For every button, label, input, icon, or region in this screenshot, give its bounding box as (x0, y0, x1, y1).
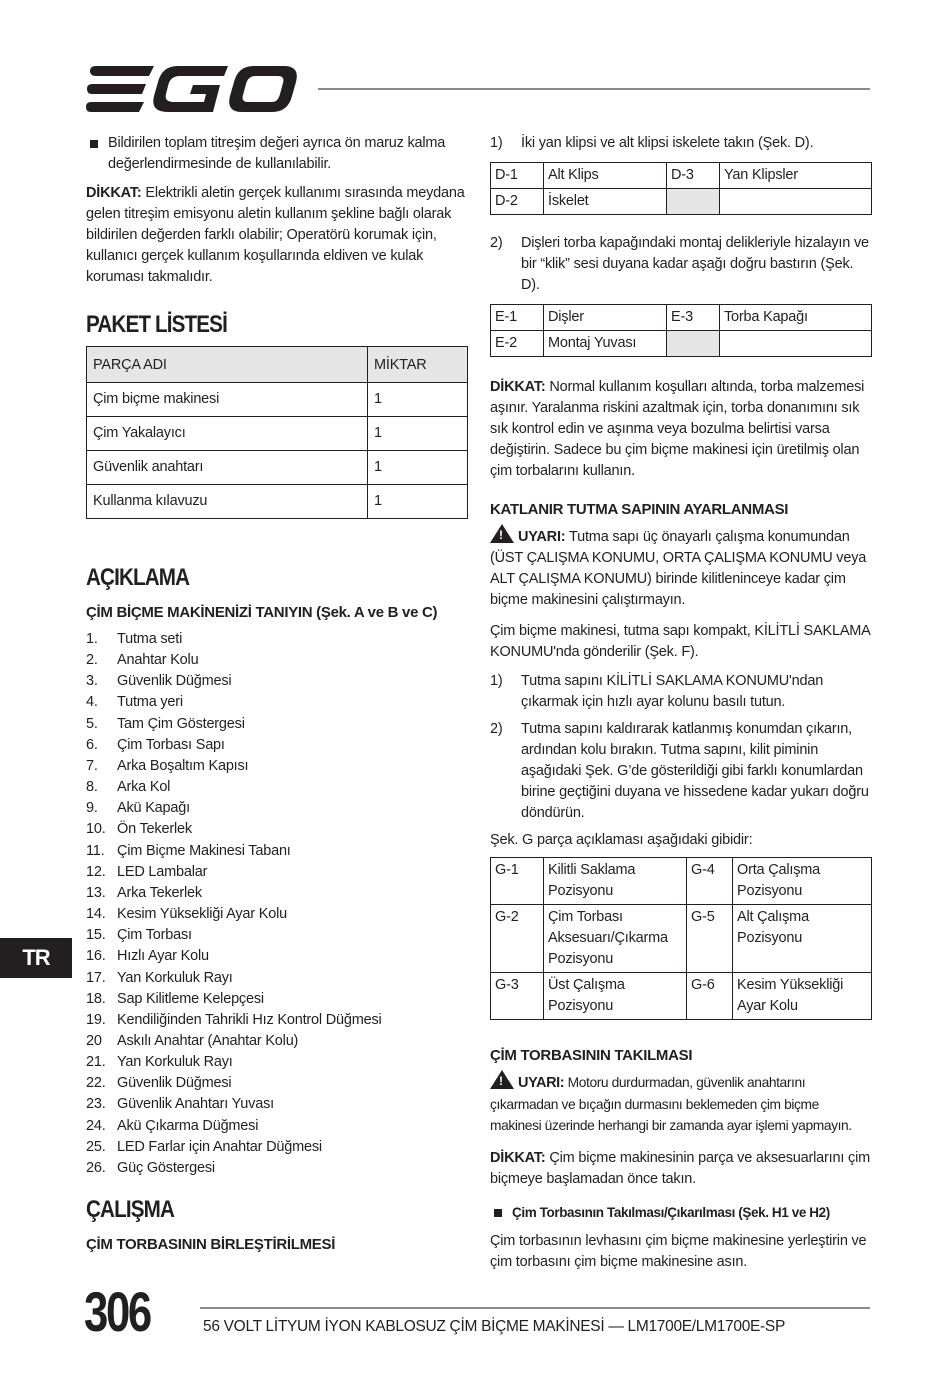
warning-paragraph (490, 524, 872, 611)
table-cell: G-6 (687, 973, 733, 1020)
parts-list-number: 2. (86, 652, 98, 669)
parts-list-number: 24. (86, 1117, 106, 1134)
parts-list-number: 13. (86, 884, 106, 901)
table-cell: Çim Torbası Aksesuarı/Çıkarma Pozisyonu (544, 905, 687, 973)
table-header-row (87, 347, 468, 383)
footer-text: 56 VOLT LİTYUM İYON KABLOSUZ ÇİM BİÇME MAKİNESİ — LM1700E/LM1700E-SP (203, 1318, 785, 1335)
table-cell-empty (720, 189, 872, 215)
column-header-part-name: PARÇA ADI (87, 347, 368, 383)
fig-g-intro: Şek. G parça açıklaması aşağıdaki gibidir: (490, 832, 753, 848)
table-cell: G-5 (687, 905, 733, 973)
parts-list-label: Akü Çıkarma Düğmesi (117, 1117, 259, 1134)
parts-list (86, 629, 468, 1179)
table-cell-empty (667, 331, 720, 357)
table-cell: D-1 (491, 163, 544, 189)
caution-paragraph (490, 377, 872, 482)
parts-list-label: Çim Torbası Sapı (117, 736, 225, 753)
parts-list-item (86, 1052, 468, 1073)
intro-bullet (86, 133, 468, 175)
table-cell-empty (720, 331, 872, 357)
parts-list-item (86, 819, 468, 840)
table-cell: İskelet (544, 189, 667, 215)
table-cell: 1 (368, 451, 468, 485)
language-tab: TR (0, 938, 72, 978)
step-number: 2) (490, 721, 503, 737)
parts-list-label: Kesim Yüksekliği Ayar Kolu (117, 906, 287, 923)
parts-list-label: Çim Torbası (117, 927, 192, 944)
parts-list-item (86, 692, 468, 713)
parts-list-item (86, 1137, 468, 1158)
caution-text: Elektrikli aletin gerçek kullanımı sırasında meydana gelen titreşim emisyonu aletin kullanım şekline bağlı olarak bildirilen değerden farklı olabilir; Operatörü korumak için, kullanıcı gerçek kullanım koşullarında eldiven ve kulak koruması takmalıdır. (86, 185, 465, 285)
handle-intro: Çim biçme makinesi, tutma sapı kompakt, KİLİTLİ SAKLAMA KONUMU'nda gönderilir (Şek. F). (490, 623, 870, 660)
table-cell: E-3 (667, 305, 720, 331)
parts-list-number: 17. (86, 969, 106, 986)
step-text: Tutma sapını KİLİTLİ SAKLAMA KONUMU'ndan çıkarmak için hızlı ayar kolunu basılı tutun. (521, 673, 824, 710)
table-row (491, 905, 872, 973)
parts-list-number: 14. (86, 906, 106, 923)
parts-list-item (86, 1031, 468, 1052)
parts-list-label: Askılı Anahtar (Anahtar Kolu) (117, 1032, 299, 1049)
caution-text: Normal kullanım koşulları altında, torba malzemesi aşınır. Yaralanma riskini azaltmak için, torba donanımını sık sık kontrol edin ve aşınma veya bozulma belirtisi varsa değiştirin. Sadece bu çim biçme makinesi için üretilmiş olan çim torbalarını kullanın. (490, 379, 865, 479)
step-number: 1) (490, 135, 503, 151)
parts-list-number: 6. (86, 736, 98, 753)
step-text: İki yan klipsi ve alt klipsi iskelete takın (Şek. D). (521, 135, 814, 151)
table-cell: Alt Çalışma Pozisyonu (733, 905, 872, 973)
parts-list-label: Arka Tekerlek (117, 884, 202, 901)
parts-list-item (86, 1158, 468, 1179)
table-row (491, 331, 872, 357)
step-number: 2) (490, 235, 503, 251)
parts-list-label: Çim Biçme Makinesi Tabanı (117, 842, 291, 859)
table-cell: Kullanma kılavuzu (87, 485, 368, 519)
packing-table (86, 346, 468, 519)
table-row (491, 163, 872, 189)
parts-list-number: 4. (86, 694, 98, 711)
parts-list-item (86, 629, 468, 650)
table-cell: 1 (368, 485, 468, 519)
parts-list-number: 5. (86, 715, 98, 732)
table-cell: Çim biçme makinesi (87, 383, 368, 417)
table-row (491, 305, 872, 331)
table-cell: G-1 (491, 858, 544, 905)
parts-list-label: LED Lambalar (117, 863, 208, 880)
right-column (490, 133, 872, 1281)
parts-list-item (86, 777, 468, 798)
know-your-mower-heading: ÇİM BİÇME MAKİNENİZİ TANIYIN (Şek. A ve B ve C) (86, 604, 438, 621)
parts-list-number: 15. (86, 927, 106, 944)
header-rule (318, 88, 870, 90)
table-cell: Üst Çalışma Pozisyonu (544, 973, 687, 1020)
parts-list-label: Güvenlik Düğmesi (117, 673, 232, 690)
table-row (87, 417, 468, 451)
table-cell: G-4 (687, 858, 733, 905)
description-heading: AÇIKLAMA (86, 564, 190, 591)
table-cell: Çim Yakalayıcı (87, 417, 368, 451)
parts-list-item (86, 841, 468, 862)
table-cell: E-2 (491, 331, 544, 357)
parts-list-label: Arka Boşaltım Kapısı (117, 757, 249, 774)
warning-triangle-icon (490, 524, 514, 543)
table-cell: Alt Klips (544, 163, 667, 189)
packing-list-heading: PAKET LİSTESİ (86, 311, 227, 338)
bullet-square-icon (90, 140, 98, 148)
intro-bullet-text: Bildirilen toplam titreşim değeri ayrıca ön maruz kalma değerlendirmesinde de kullanılabilir. (108, 135, 446, 172)
parts-list-number: 9. (86, 800, 98, 817)
caution-label: DİKKAT: (490, 1150, 546, 1166)
parts-list-number: 25. (86, 1138, 106, 1155)
warning-text: Motoru durdurmadan, güvenlik anahtarını çıkarmadan ve bıçağın durmasını beklemeden çim biçme makinesi üzerinde herhangi bir zamanda ayar işlemi yapmayın. (490, 1075, 852, 1133)
step-text: Dişleri torba kapağındaki montaj delikleriyle hizalayın ve bir “klik” sesi duyana kadar aşağı doğru bastırın (Şek. D). (521, 235, 869, 293)
table-cell: D-3 (667, 163, 720, 189)
table-cell: Kesim Yüksekliği Ayar Kolu (733, 973, 872, 1020)
parts-list-number: 11. (86, 842, 105, 859)
warning-paragraph (490, 1070, 872, 1136)
parts-list-item (86, 883, 468, 904)
footer-rule (200, 1307, 870, 1309)
step-item (490, 671, 872, 713)
parts-list-number: 20 (86, 1032, 102, 1049)
parts-list-number: 3. (86, 673, 98, 690)
parts-list-label: Yan Korkuluk Rayı (117, 1054, 233, 1071)
parts-list-label: Tutma yeri (117, 694, 183, 711)
table-row (491, 858, 872, 905)
caution-label: DİKKAT: (490, 379, 546, 395)
step-item (490, 719, 872, 824)
caution-text: Çim biçme makinesinin parça ve aksesuarlarını çim biçmeye başlamadan önce takın. (490, 1150, 870, 1187)
caution-paragraph (490, 1148, 872, 1190)
left-column (86, 133, 468, 1261)
parts-list-item (86, 1010, 468, 1031)
parts-list-item (86, 714, 468, 735)
parts-list-label: LED Farlar için Anahtar Düğmesi (117, 1138, 322, 1155)
parts-list-label: Yan Korkuluk Rayı (117, 969, 233, 986)
bag-assembly-heading: ÇİM TORBASININ BİRLEŞTİRİLMESİ (86, 1236, 336, 1254)
parts-list-label: Güç Göstergesi (117, 1159, 215, 1176)
parts-list-number: 10. (86, 821, 106, 838)
step-item (490, 233, 872, 296)
table-row (87, 451, 468, 485)
parts-list-label: Anahtar Kolu (117, 652, 199, 669)
parts-list-number: 18. (86, 990, 106, 1007)
warning-triangle-icon (490, 1070, 514, 1089)
parts-list-label: Kendiliğinden Tahrikli Hız Kontrol Düğmesi (117, 1011, 382, 1028)
parts-list-item (86, 650, 468, 671)
table-row (491, 973, 872, 1020)
parts-list-item (86, 1073, 468, 1094)
warning-label: UYARI: (518, 529, 566, 545)
table-cell: Yan Klipsler (720, 163, 872, 189)
parts-list-label: Güvenlik Düğmesi (117, 1075, 232, 1092)
step-item (490, 133, 872, 154)
column-header-quantity: MİKTAR (368, 347, 468, 383)
parts-list-number: 7. (86, 757, 98, 774)
bag-attach-heading: ÇİM TORBASININ TAKILMASI (490, 1047, 693, 1064)
parts-list-item (86, 904, 468, 925)
parts-list-number: 12. (86, 863, 106, 880)
warning-label: UYARI: (518, 1075, 565, 1091)
table-cell: Dişler (544, 305, 667, 331)
table-row (491, 189, 872, 215)
table-cell: Montaj Yuvası (544, 331, 667, 357)
table-cell: G-2 (491, 905, 544, 973)
parts-list-number: 8. (86, 779, 98, 796)
table-cell: 1 (368, 383, 468, 417)
parts-list-item (86, 925, 468, 946)
fig-e-table (490, 304, 872, 357)
parts-list-number: 16. (86, 948, 106, 965)
fig-d-table (490, 162, 872, 215)
warning-text: Tutma sapı üç önayarlı çalışma konumundan (ÜST ÇALIŞMA KONUMU, ORTA ÇALIŞMA KONUMU veya ALT ÇALIŞMA KONUMU) birinde kilitleninceye kadar çim biçme makinesini çalıştırmayın. (490, 529, 867, 608)
handle-adjust-heading: KATLANIR TUTMA SAPININ AYARLANMASI (490, 501, 789, 518)
parts-list-label: Arka Kol (117, 779, 171, 796)
table-cell: Torba Kapağı (720, 305, 872, 331)
table-cell: Orta Çalışma Pozisyonu (733, 858, 872, 905)
table-row (87, 485, 468, 519)
parts-list-label: Ön Tekerlek (117, 821, 192, 838)
page-number: 306 (84, 1280, 150, 1343)
parts-list-label: Hızlı Ayar Kolu (117, 948, 209, 965)
attach-bullet (490, 1202, 872, 1223)
parts-list-number: 19. (86, 1011, 106, 1028)
parts-list-item (86, 671, 468, 692)
step-number: 1) (490, 673, 503, 689)
operation-heading: ÇALIŞMA (86, 1196, 175, 1224)
parts-list-number: 1. (86, 631, 98, 647)
parts-list-number: 23. (86, 1096, 106, 1113)
parts-list-item (86, 946, 468, 967)
attach-bullet-text: Çim Torbasının Takılması/Çıkarılması (Şek. H1 ve H2) (512, 1205, 830, 1220)
parts-list-item (86, 735, 468, 756)
parts-list-label: Tam Çim Göstergesi (117, 715, 245, 732)
parts-list-label: Akü Kapağı (117, 800, 190, 817)
parts-list-label: Tutma seti (117, 631, 183, 647)
parts-list-number: 26. (86, 1159, 106, 1176)
table-cell: 1 (368, 417, 468, 451)
parts-list-item (86, 798, 468, 819)
parts-list-item (86, 756, 468, 777)
parts-list-item (86, 1094, 468, 1115)
parts-list-label: Güvenlik Anahtarı Yuvası (117, 1096, 274, 1113)
table-cell: D-2 (491, 189, 544, 215)
parts-list-number: 21. (86, 1054, 106, 1071)
parts-list-item (86, 1116, 468, 1137)
table-cell: E-1 (491, 305, 544, 331)
parts-list-item (86, 968, 468, 989)
table-cell: G-3 (491, 973, 544, 1020)
bullet-square-icon (494, 1209, 502, 1217)
table-cell: Güvenlik anahtarı (87, 451, 368, 485)
parts-list-item (86, 989, 468, 1010)
ego-logo (86, 64, 298, 114)
table-row (87, 383, 468, 417)
fig-g-table (490, 857, 872, 1020)
parts-list-item (86, 862, 468, 883)
attach-text: Çim torbasının levhasını çim biçme makinesine yerleştirin ve çim torbasını çim biçme makinesine asın. (490, 1233, 867, 1270)
caution-label: DİKKAT: (86, 185, 142, 201)
parts-list-label: Sap Kilitleme Kelepçesi (117, 990, 264, 1007)
caution-paragraph (86, 183, 468, 288)
table-cell: Kilitli Saklama Pozisyonu (544, 858, 687, 905)
parts-list-number: 22. (86, 1075, 106, 1092)
table-cell-empty (667, 189, 720, 215)
step-text: Tutma sapını kaldırarak katlanmış konumdan çıkarın, ardından kolu bırakın. Tutma sapını, kilit piminin aşağıdaki Şek. G’de gösterildiği gibi farklı konumlardan birine geçtiğini duyana ve hissedene kadar yukarı doğru döndürün. (521, 721, 869, 821)
